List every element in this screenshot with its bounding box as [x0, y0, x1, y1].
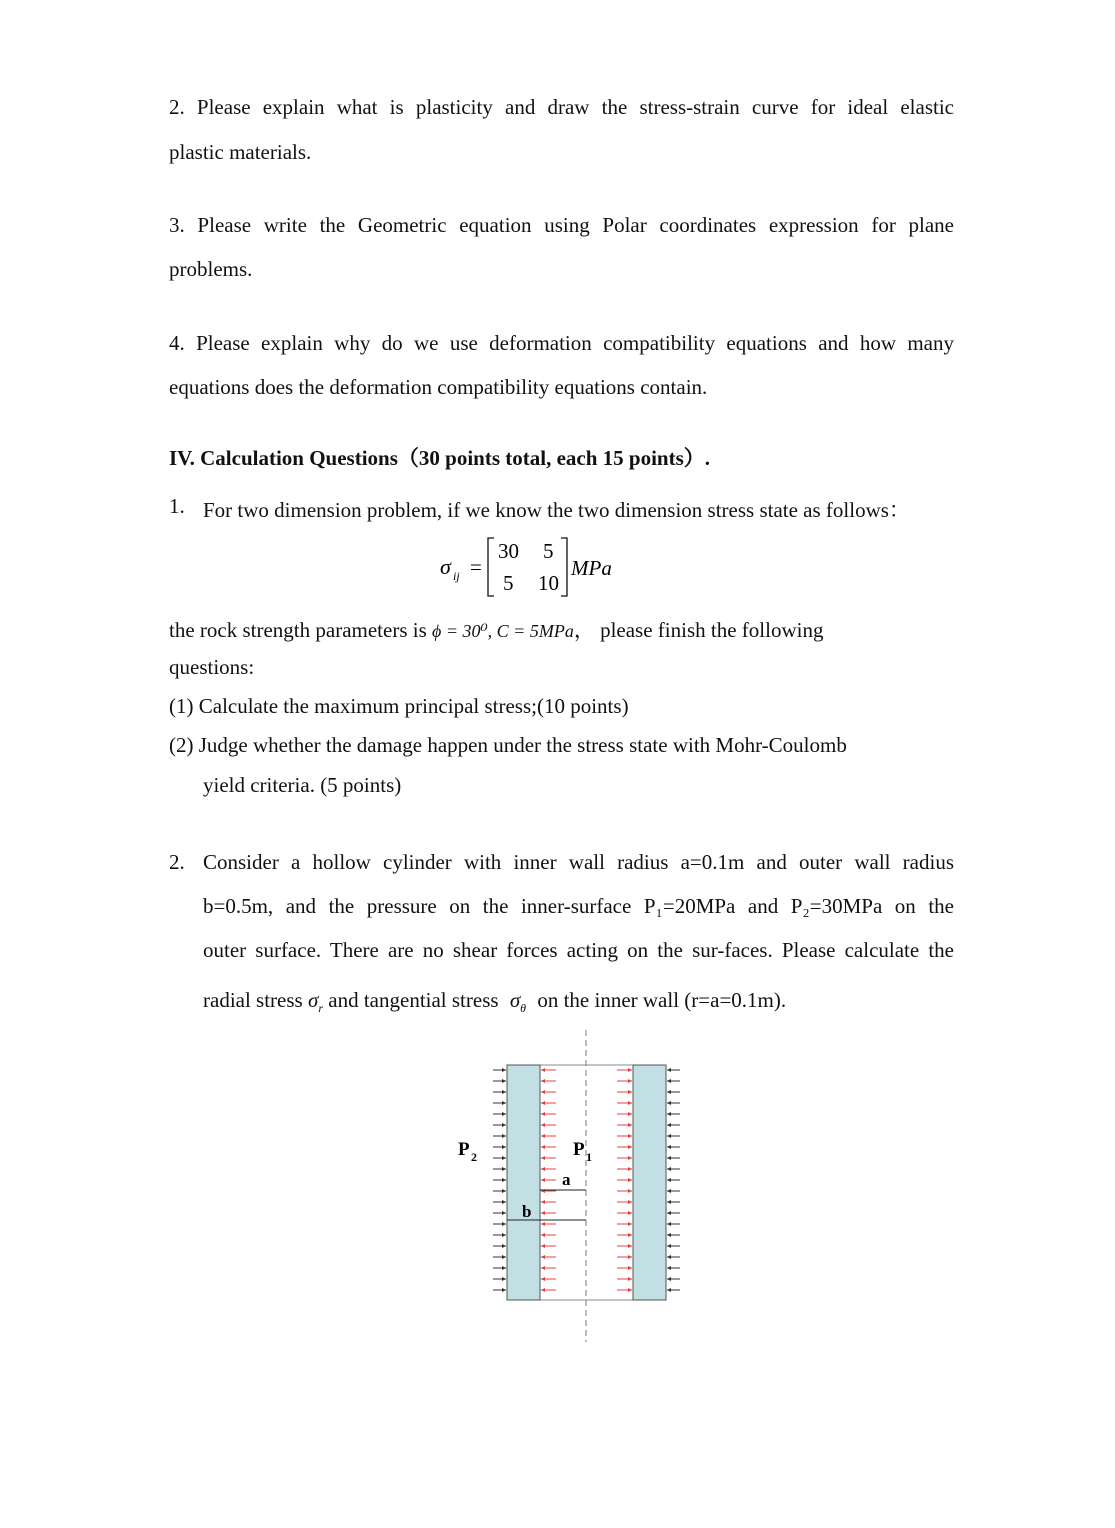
outer-pressure-arrow-left-head — [502, 1244, 506, 1248]
inner-pressure-arrow-right-head — [628, 1123, 632, 1127]
params-formula: ϕ = 30⁰, C = 5MPa — [432, 621, 574, 641]
inner-pressure-arrow-right-head — [628, 1079, 632, 1083]
label-p1: P — [573, 1139, 585, 1160]
inner-pressure-arrow-left-head — [541, 1200, 545, 1204]
q2-line-1: 2. Please explain what is plasticity and draw the stress-strain curve for ideal elastic — [169, 95, 954, 119]
outer-pressure-arrow-right-head — [667, 1145, 671, 1149]
right-wall — [633, 1065, 666, 1300]
outer-pressure-arrow-left-head — [502, 1068, 506, 1072]
outer-pressure-arrow-left-head — [502, 1211, 506, 1215]
calc1-params-line-2: questions: — [169, 655, 255, 679]
calc1-part-1: (1) Calculate the maximum principal stress;(10 points) — [169, 694, 629, 718]
inner-pressure-arrow-right-head — [628, 1156, 632, 1160]
inner-pressure-arrow-left-head — [541, 1244, 545, 1248]
outer-pressure-arrow-left-head — [502, 1101, 506, 1105]
calc1-part-2-line-1: (2) Judge whether the damage happen under the stress state with Mohr-Coulomb — [169, 733, 847, 757]
outer-pressure-arrow-left-head — [502, 1145, 506, 1149]
inner-pressure-arrow-right-head — [628, 1134, 632, 1138]
left-bracket — [488, 538, 494, 596]
inner-pressure-arrow-left-head — [541, 1211, 545, 1215]
inner-pressure-arrow-left-head — [541, 1068, 545, 1072]
outer-pressure-arrow-right-head — [667, 1266, 671, 1270]
calc1-number: 1. — [169, 494, 185, 518]
matrix-cell-1-1: 10 — [538, 571, 559, 595]
outer-pressure-arrow-left-head — [502, 1178, 506, 1182]
inner-pressure-arrow-right-head — [628, 1167, 632, 1171]
sigma-theta-subscript: θ — [520, 1001, 527, 1016]
outer-pressure-arrow-left-head — [502, 1123, 506, 1127]
outer-pressure-arrow-left-head — [502, 1222, 506, 1226]
inner-pressure-arrow-right-head — [628, 1222, 632, 1226]
line4-part-c: on the inner wall (r=a=0.1m). — [532, 988, 787, 1012]
inner-pressure-arrow-left-head — [541, 1090, 545, 1094]
outer-pressure-arrow-right-head — [667, 1101, 671, 1105]
inner-pressure-arrow-right-head — [628, 1200, 632, 1204]
inner-pressure-arrow-right-head — [628, 1255, 632, 1259]
calc2-line-1: Consider a hollow cylinder with inner wall radius a=0.1m and outer wall radius — [203, 850, 954, 874]
inner-pressure-arrow-right-head — [628, 1101, 632, 1105]
calc2-line-2: b=0.5m, and the pressure on the inner-surface P₁=20MPa and P₂=30MPa on the — [203, 894, 954, 918]
inner-pressure-arrow-right-head — [628, 1233, 632, 1237]
inner-pressure-arrow-left-head — [541, 1266, 545, 1270]
inner-pressure-arrow-left-head — [541, 1222, 545, 1226]
inner-pressure-arrow-right-head — [628, 1266, 632, 1270]
inner-pressure-arrow-right-head — [628, 1244, 632, 1248]
line4-part-b: and tangential stress — [323, 988, 504, 1012]
outer-pressure-arrow-left-head — [502, 1156, 506, 1160]
outer-pressure-arrow-right-head — [667, 1134, 671, 1138]
params-prefix: the rock strength parameters is — [169, 618, 432, 642]
outer-pressure-arrow-right-head — [667, 1123, 671, 1127]
inner-pressure-arrow-right-head — [628, 1277, 632, 1281]
label-p2: P — [458, 1139, 470, 1160]
outer-pressure-arrow-right-head — [667, 1079, 671, 1083]
outer-pressure-arrow-left-head — [502, 1200, 506, 1204]
outer-pressure-arrow-right-head — [667, 1233, 671, 1237]
inner-pressure-arrow-right-head — [628, 1112, 632, 1116]
sigma-theta-symbol: σ — [509, 988, 521, 1012]
inner-pressure-arrow-right-head — [628, 1178, 632, 1182]
cylinder-cross-section — [455, 1030, 695, 1345]
label-b: b — [522, 1202, 532, 1221]
outer-pressure-arrow-right-head — [667, 1068, 671, 1072]
outer-pressure-arrow-left-head — [502, 1112, 506, 1116]
outer-pressure-arrow-right-head — [667, 1112, 671, 1116]
inner-pressure-arrow-right-head — [628, 1211, 632, 1215]
outer-pressure-arrow-right-head — [667, 1189, 671, 1193]
inner-pressure-arrow-right-head — [628, 1090, 632, 1094]
outer-pressure-arrow-left-head — [502, 1288, 506, 1292]
outer-pressure-arrow-right-head — [667, 1222, 671, 1226]
equals-sign: = — [470, 555, 482, 579]
outer-pressure-arrow-right-head — [667, 1211, 671, 1215]
inner-pressure-arrow-left-head — [541, 1101, 545, 1105]
outer-pressure-arrow-left-head — [502, 1266, 506, 1270]
outer-pressure-arrow-left-head — [502, 1233, 506, 1237]
inner-pressure-arrow-left-head — [541, 1134, 545, 1138]
label-p1-sub: 1 — [586, 1150, 592, 1164]
calc2-line-3: outer surface. There are no shear forces acting on the sur-faces. Please calculate the — [203, 938, 954, 962]
q3-line-2: problems. — [169, 257, 253, 281]
inner-pressure-arrow-right-head — [628, 1145, 632, 1149]
outer-pressure-arrow-left-head — [502, 1255, 506, 1259]
inner-pressure-arrow-left-head — [541, 1123, 545, 1127]
right-bracket — [561, 538, 567, 596]
params-suffix: ， please finish the following — [573, 618, 824, 642]
outer-pressure-arrow-left-head — [502, 1134, 506, 1138]
inner-pressure-arrow-right-head — [628, 1068, 632, 1072]
sigma-r-subscript: r — [318, 1001, 324, 1016]
sigma-symbol: σ — [440, 554, 451, 579]
sigma-r-symbol: σ — [307, 988, 319, 1012]
stress-matrix-equation — [440, 536, 640, 596]
outer-pressure-arrow-right-head — [667, 1156, 671, 1160]
q2-line-2: plastic materials. — [169, 140, 312, 164]
calc1-intro: For two dimension problem, if we know the two dimension stress state as follows： — [203, 498, 910, 522]
inner-pressure-arrow-left-head — [541, 1156, 545, 1160]
inner-pressure-arrow-left-head — [541, 1277, 545, 1281]
outer-pressure-arrow-right-head — [667, 1178, 671, 1182]
unit-mpa: MPa — [571, 556, 612, 580]
matrix-cell-0-1: 5 — [543, 539, 554, 563]
outer-pressure-arrow-left-head — [502, 1277, 506, 1281]
outer-pressure-arrow-right-head — [667, 1288, 671, 1292]
outer-pressure-arrow-left-head — [502, 1090, 506, 1094]
inner-pressure-arrow-left-head — [541, 1178, 545, 1182]
label-p2-sub: 2 — [471, 1150, 477, 1164]
hollow-cylinder-diagram — [455, 1030, 695, 1345]
inner-pressure-arrow-right-head — [628, 1189, 632, 1193]
calc1-part-2-line-2: yield criteria. (5 points) — [203, 773, 402, 797]
inner-pressure-arrow-left-head — [541, 1145, 545, 1149]
matrix-cell-0-0: 30 — [498, 539, 519, 563]
inner-pressure-arrow-left-head — [541, 1079, 545, 1083]
outer-pressure-arrow-right-head — [667, 1277, 671, 1281]
inner-pressure-arrow-left-head — [541, 1112, 545, 1116]
q3-line-1: 3. Please write the Geometric equation using Polar coordinates expression for plane — [169, 213, 954, 237]
label-a: a — [562, 1170, 571, 1189]
line4-part-a: radial stress — [203, 988, 308, 1012]
outer-pressure-arrow-right-head — [667, 1167, 671, 1171]
outer-pressure-arrow-left-head — [502, 1079, 506, 1083]
q4-line-2: equations does the deformation compatibility equations contain. — [169, 375, 708, 399]
inner-pressure-arrow-left-head — [541, 1167, 545, 1171]
outer-pressure-arrow-right-head — [667, 1090, 671, 1094]
calc1-params-line — [169, 614, 823, 644]
outer-pressure-arrow-right-head — [667, 1200, 671, 1204]
outer-pressure-arrow-left-head — [502, 1189, 506, 1193]
outer-pressure-arrow-right-head — [667, 1244, 671, 1248]
inner-pressure-arrow-left-head — [541, 1255, 545, 1259]
sigma-subscript: ij — [453, 569, 460, 583]
outer-pressure-arrow-right-head — [667, 1255, 671, 1259]
outer-pressure-arrow-left-head — [502, 1167, 506, 1171]
inner-pressure-arrow-left-head — [541, 1288, 545, 1292]
calc2-line-4 — [203, 988, 786, 1016]
calc2-number: 2. — [169, 850, 185, 874]
inner-pressure-arrow-right-head — [628, 1288, 632, 1292]
section-heading: IV. Calculation Questions（30 points total, each 15 points）. — [169, 446, 711, 470]
inner-pressure-arrow-left-head — [541, 1233, 545, 1237]
matrix-cell-1-0: 5 — [503, 571, 514, 595]
left-wall — [507, 1065, 540, 1300]
q4-line-1: 4. Please explain why do we use deformation compatibility equations and how many — [169, 331, 954, 355]
